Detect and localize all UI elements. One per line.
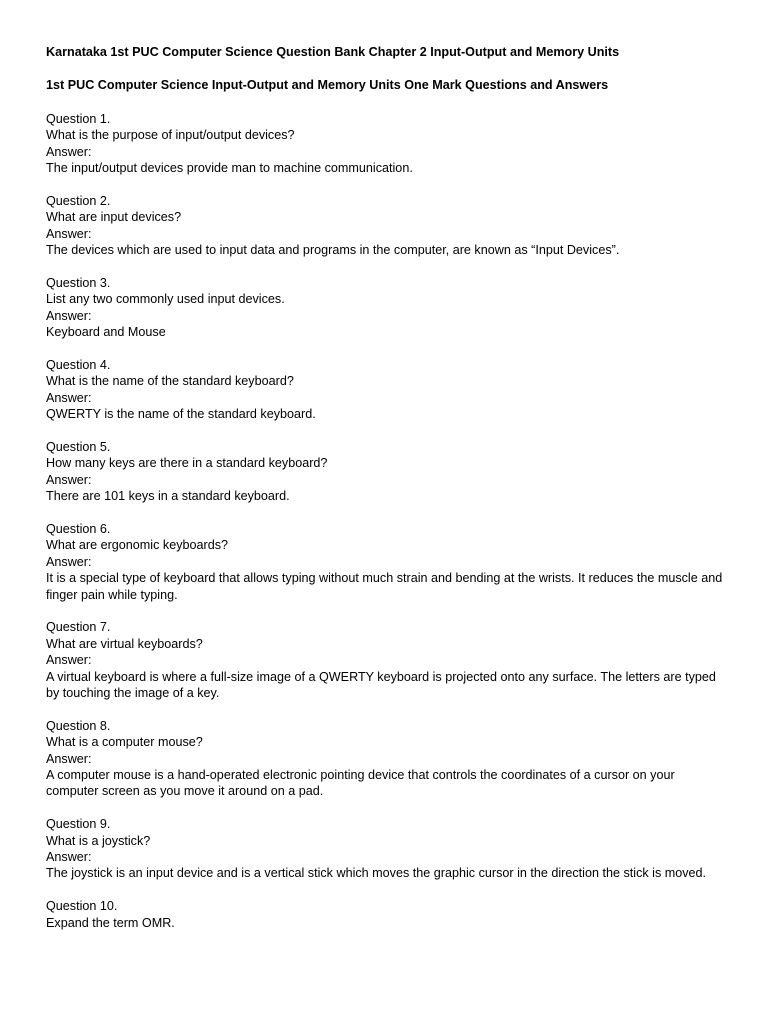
question-text: What is a computer mouse? — [46, 735, 203, 750]
answer-label: Answer: — [46, 751, 92, 766]
document-title: Karnataka 1st PUC Computer Science Question Bank Chapter 2 Input-Output and Memory Units — [46, 45, 620, 59]
question-label: Question 4. — [46, 357, 111, 372]
question-text: What are ergonomic keyboards? — [46, 538, 229, 553]
question-block-2 — [46, 193, 726, 259]
question-text: What are virtual keyboards? — [46, 636, 203, 651]
question-block-1 — [46, 111, 726, 177]
answer-text: The input/output devices provide man to machine communication. — [46, 161, 413, 176]
question-label: Question 3. — [46, 275, 111, 290]
question-block-7 — [46, 619, 726, 701]
answer-label: Answer: — [46, 308, 92, 323]
question-text: Expand the term OMR. — [46, 915, 175, 930]
answer-text: The devices which are used to input data and programs in the computer, are known as “Input Devices”. — [46, 243, 620, 258]
question-label: Question 7. — [46, 620, 111, 635]
answer-label: Answer: — [46, 653, 92, 668]
question-label: Question 6. — [46, 521, 111, 536]
question-text: What are input devices? — [46, 210, 182, 225]
answer-label: Answer: — [46, 390, 92, 405]
answer-text: The joystick is an input device and is a vertical stick which moves the graphic cursor in the direction the stick is moved. — [46, 866, 707, 881]
question-block-8 — [46, 718, 726, 800]
answer-label: Answer: — [46, 144, 92, 159]
question-text: How many keys are there in a standard keyboard? — [46, 456, 328, 471]
answer-label: Answer: — [46, 849, 92, 864]
question-block-6 — [46, 521, 726, 603]
answer-text: There are 101 keys in a standard keyboard. — [46, 489, 290, 504]
question-label: Question 8. — [46, 718, 111, 733]
question-text: What is the name of the standard keyboard? — [46, 374, 294, 389]
answer-text: Keyboard and Mouse — [46, 325, 166, 340]
question-block-4 — [46, 357, 726, 423]
document-subtitle: 1st PUC Computer Science Input-Output and Memory Units One Mark Questions and Answers — [46, 78, 609, 93]
question-label: Question 10. — [46, 899, 118, 914]
question-label: Question 2. — [46, 193, 111, 208]
question-text: List any two commonly used input devices. — [46, 292, 285, 307]
question-block-10 — [46, 898, 726, 931]
answer-label: Answer: — [46, 472, 92, 487]
question-text: What is a joystick? — [46, 833, 151, 848]
answer-text: A computer mouse is a hand-operated electronic pointing device that controls the coordinates of a cursor on your computer screen as you move it around on a pad. — [46, 767, 675, 799]
answer-label: Answer: — [46, 226, 92, 241]
answer-label: Answer: — [46, 554, 92, 569]
question-label: Question 5. — [46, 439, 111, 454]
question-block-5 — [46, 439, 726, 505]
question-block-9 — [46, 816, 726, 882]
question-label: Question 1. — [46, 111, 111, 126]
question-block-3 — [46, 275, 726, 341]
document-content — [46, 44, 726, 947]
question-label: Question 9. — [46, 817, 111, 832]
answer-text: A virtual keyboard is where a full-size image of a QWERTY keyboard is projected onto any surface. The letters are typed by touching the image of a key. — [46, 669, 716, 700]
answer-text: QWERTY is the name of the standard keyboard. — [46, 407, 316, 422]
answer-text: It is a special type of keyboard that allows typing without much strain and bending at the wrists. It reduces the muscle and finger pain while typing. — [46, 571, 723, 602]
question-text: What is the purpose of input/output devices? — [46, 128, 295, 143]
